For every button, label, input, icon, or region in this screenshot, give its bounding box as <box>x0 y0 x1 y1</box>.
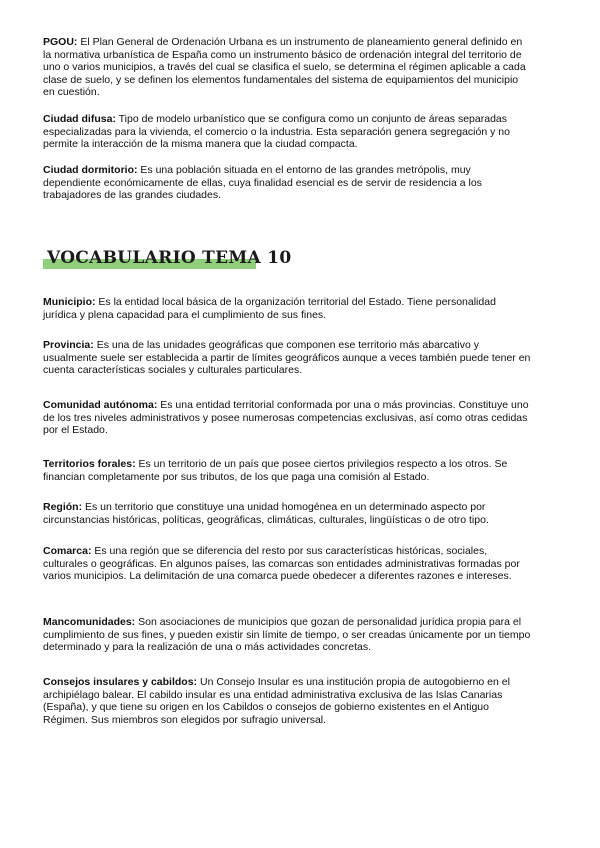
glossary-definition: El Plan General de Ordenación Urbana es un instrumento de planeamiento general definido en la normativa urbanística de España como un instrumento básico de ordenación integral del territorio de uno o varios municipios, a través del cual se clasifica el suelo, se determina el régimen aplicable a cada clase de suelo, y se definen los elementos fundamentales del sistema de equipamientos del municipio en cuestión. <box>43 36 526 99</box>
glossary-entry-region <box>43 501 531 526</box>
glossary-entry-consejos-insulares <box>43 676 531 726</box>
glossary-entry-mancomunidades <box>43 616 531 654</box>
glossary-entry-municipio <box>43 296 531 321</box>
glossary-term: Comarca: <box>43 545 92 557</box>
glossary-term: Ciudad dormitorio: <box>43 164 138 176</box>
glossary-definition: Es una de las unidades geográficas que componen ese territorio más abarcativo y usualmente suele ser establecida a partir de límites geográficos aunque a veces también puede tener en cuenta características sociales y culturales particulares. <box>43 339 531 377</box>
glossary-entry-comarca <box>43 545 531 583</box>
glossary-entry-comunidad-autonoma <box>43 399 531 437</box>
section-heading-block <box>43 248 292 272</box>
glossary-term: Región: <box>43 501 83 513</box>
glossary-entry-ciudad-difusa <box>43 113 531 151</box>
section-heading: VOCABULARIO TEMA 10 <box>47 248 292 268</box>
glossary-term: Mancomunidades: <box>43 616 136 628</box>
glossary-definition: Un Consejo Insular es una institución propia de autogobierno en el archipiélago balear. El cabildo insular es una entidad administrativa exclusiva de las Islas Canarias (España), y que tiene su origen en los Cabildos o consejos de gobierno existentes en el Antiguo Régimen. Sus miembros son elegidos por sufragio universal. <box>43 676 510 726</box>
glossary-term: Ciudad difusa: <box>43 113 116 125</box>
glossary-definition: Es una población situada en el entorno de las grandes metrópolis, muy dependiente económicamente de ellas, cuya finalidad esencial es de servir de residencia a los trabajadores de las grandes ciudades. <box>43 164 482 202</box>
glossary-term: Provincia: <box>43 339 94 351</box>
glossary-definition: Es una entidad territorial conformada por una o más provincias. Constituye uno de los tres niveles administrativos y posee numerosas competencias exclusivas, así como otras cedidas por el Estado. <box>43 399 529 437</box>
glossary-definition: Son asociaciones de municipios que gozan de personalidad jurídica propia para el cumplimiento de sus fines, y pueden existir sin límite de tiempo, o ser creadas únicamente por un tiempo determinado y para la realización de una o más actividades concretas. <box>43 616 531 654</box>
glossary-definition: Es un territorio de un país que posee ciertos privilegios respecto a los otros. Se financian completamente por sus tributos, de los que paga una comisión al Estado. <box>43 458 508 483</box>
glossary-entry-territorios-forales <box>43 458 531 483</box>
glossary-entry-ciudad-dormitorio <box>43 164 531 202</box>
glossary-term: Territorios forales: <box>43 458 136 470</box>
glossary-definition: Es un territorio que constituye una unidad homogénea en un determinado aspecto por circunstancias históricas, políticas, geográficas, climáticas, culturales, lingüísticas o de otro tipo. <box>43 501 489 526</box>
glossary-definition: Es una región que se diferencia del resto por sus características históricas, sociales, culturales o geográficas. En algunos países, las comarcas son entidades administrativas formadas por varios municipios. La delimitación de una comarca puede obedecer a diferentes razones e intereses. <box>43 545 520 583</box>
glossary-term: Municipio: <box>43 296 96 308</box>
glossary-entry-provincia <box>43 339 531 377</box>
glossary-definition: Es la entidad local básica de la organización territorial del Estado. Tiene personalidad jurídica y plena capacidad para el cumplimiento de sus fines. <box>43 296 496 321</box>
glossary-term: Comunidad autónoma: <box>43 399 158 411</box>
glossary-term: PGOU: <box>43 36 78 48</box>
glossary-term: Consejos insulares y cabildos: <box>43 676 198 688</box>
glossary-entry-pgou <box>43 36 531 99</box>
glossary-definition: Tipo de modelo urbanístico que se configura como un conjunto de áreas separadas especializadas para la vivienda, el comercio o la industria. Esta separación genera segregación y no permite la interacción de la misma manera que la ciudad compacta. <box>43 113 510 151</box>
